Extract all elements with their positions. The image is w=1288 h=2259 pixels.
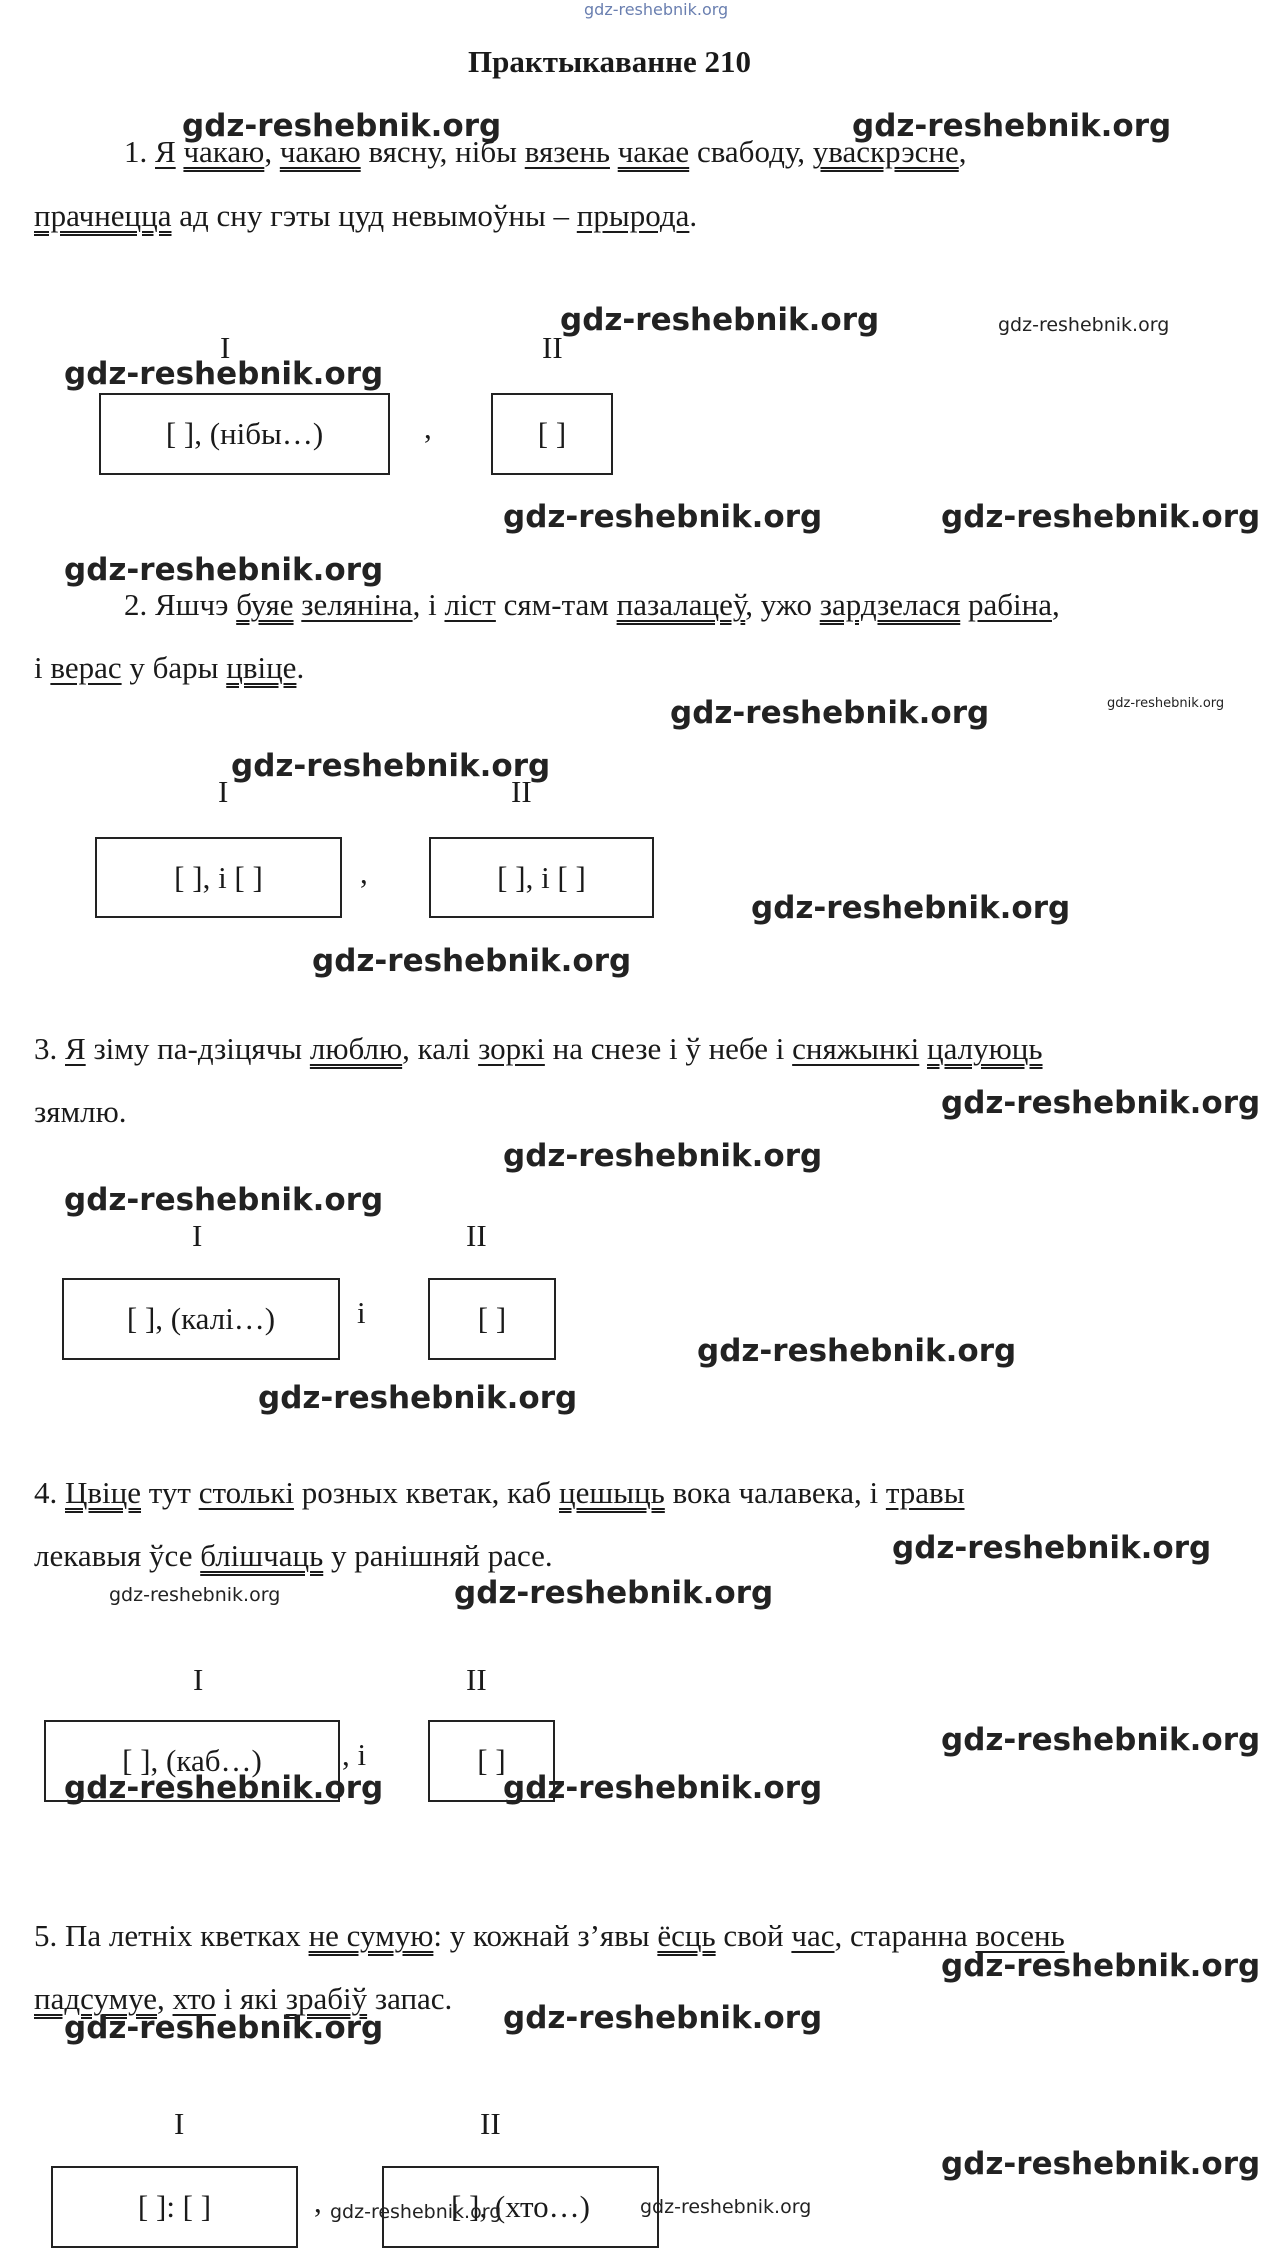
sentence-text — [960, 587, 968, 622]
sentence-text: розных кветак, каб — [293, 1475, 560, 1510]
sentence-text: 4. — [34, 1475, 65, 1510]
predicate-word: чакаю — [279, 134, 361, 169]
subject-word: зеляніна — [301, 587, 413, 622]
subject-word: травы — [885, 1475, 965, 1510]
ex4-line1 — [34, 1475, 965, 1511]
sentence-text — [610, 134, 618, 169]
ex3-label-1: I — [192, 1218, 203, 1253]
sentence-text — [919, 1031, 927, 1066]
watermark: gdz-reshebnik.org — [258, 1380, 578, 1416]
watermark: gdz-reshebnik.org — [503, 499, 823, 535]
watermark: gdz-reshebnik.org — [64, 1770, 384, 1806]
ex2-scheme-box-1: [ ], і [ ] — [95, 837, 342, 918]
predicate-word: чакае — [617, 134, 690, 169]
sentence-text: лекавыя ўсе — [34, 1538, 201, 1573]
watermark: gdz-reshebnik.org — [64, 356, 384, 392]
ex4-scheme-box-1: [ ], (каб…) — [44, 1720, 340, 1802]
subject-word: ліст — [444, 587, 496, 622]
ex2-scheme-box-2: [ ], і [ ] — [429, 837, 654, 918]
page-title: Практыкаванне 210 — [468, 44, 752, 79]
subject-word: хто — [172, 1981, 216, 2016]
watermark: gdz-reshebnik.org — [454, 1575, 774, 1611]
ex4-line2 — [34, 1538, 553, 1574]
ex3-scheme-box-2: [ ] — [428, 1278, 556, 1360]
sentence-text: , і — [412, 587, 445, 622]
subject-word: сняжынкі — [792, 1031, 920, 1066]
watermark: gdz-reshebnik.org — [697, 1333, 1017, 1369]
sentence-text: , калі — [402, 1031, 479, 1066]
subject-word: час — [791, 1918, 835, 1953]
sentence-text: 5. Па летніх кветках — [34, 1918, 309, 1953]
ex5-scheme-box-1: [ ]: [ ] — [51, 2166, 298, 2248]
sentence-text: . — [689, 198, 698, 233]
sentence-text: свой — [715, 1918, 792, 1953]
watermark: gdz-reshebnik.org — [182, 108, 502, 144]
watermark: gdz-reshebnik.org — [64, 1182, 384, 1218]
predicate-word: пазалацеў — [616, 587, 746, 622]
ex5-scheme-separator: , — [314, 2184, 322, 2219]
sentence-text: у бары — [121, 650, 227, 685]
sentence-text: у ранішняй расе. — [323, 1538, 553, 1573]
sentence-text: , ужо — [745, 587, 820, 622]
predicate-word: блішчаць — [200, 1538, 324, 1573]
watermark: gdz-reshebnik.org — [503, 2000, 823, 2036]
watermark: gdz-reshebnik.org — [640, 2196, 812, 2218]
watermark: gdz-reshebnik.org — [892, 1530, 1212, 1566]
sentence-text: і які — [215, 1981, 286, 2016]
watermark: gdz-reshebnik.org — [941, 1085, 1261, 1121]
top-watermark: gdz-reshebnik.org — [584, 0, 729, 19]
watermark: gdz-reshebnik.org — [1107, 696, 1225, 711]
watermark: gdz-reshebnik.org — [941, 1948, 1261, 1984]
watermark: gdz-reshebnik.org — [109, 1584, 281, 1606]
subject-word: Я — [155, 134, 176, 169]
watermark: gdz-reshebnik.org — [503, 1138, 823, 1174]
ex1-label-2: II — [542, 330, 563, 365]
predicate-word: ёсць — [657, 1918, 716, 1953]
watermark: gdz-reshebnik.org — [852, 108, 1172, 144]
sentence-text: . — [296, 650, 305, 685]
ex3-scheme-separator: і — [357, 1295, 366, 1330]
subject-word: Я — [65, 1031, 86, 1066]
ex1-scheme-separator: , — [424, 410, 432, 445]
sentence-text: зіму па-дзіцячы — [85, 1031, 310, 1066]
predicate-word: не сумую — [308, 1918, 434, 1953]
predicate-word: падсумуе — [34, 1981, 158, 2016]
sentence-text: 1. — [124, 134, 155, 169]
sentence-text: зямлю. — [34, 1094, 127, 1129]
watermark: gdz-reshebnik.org — [503, 1770, 823, 1806]
watermark: gdz-reshebnik.org — [231, 748, 551, 784]
sentence-text: свабоду, — [689, 134, 813, 169]
sentence-text: , — [264, 134, 280, 169]
ex4-label-1: I — [193, 1662, 204, 1697]
predicate-word: уваскрэсне — [812, 134, 959, 169]
subject-word: вязень — [524, 134, 610, 169]
sentence-text: 2. Яшчэ — [124, 587, 237, 622]
ex3-line2 — [34, 1094, 127, 1130]
predicate-word: цвіце — [226, 650, 297, 685]
ex3-line1 — [34, 1031, 1043, 1067]
predicate-word: Цвіце — [65, 1475, 141, 1510]
sentence-text: вясну, нібы — [360, 134, 525, 169]
ex5-label-2: II — [480, 2106, 501, 2141]
sentence-text: , старанна — [834, 1918, 976, 1953]
ex5-scheme-box-2: [ ], (хто…) — [382, 2166, 659, 2248]
ex2-line1 — [124, 587, 1060, 623]
ex1-label-1: I — [220, 330, 231, 365]
sentence-text: , — [958, 134, 967, 169]
watermark: gdz-reshebnik.org — [941, 2146, 1261, 2182]
predicate-word: зардзелася — [819, 587, 961, 622]
watermark: gdz-reshebnik.org — [998, 314, 1170, 336]
subject-word: верас — [50, 650, 122, 685]
ex2-line2 — [34, 650, 304, 686]
predicate-word: цалуюць — [927, 1031, 1043, 1066]
predicate-word: буяе — [236, 587, 294, 622]
watermark: gdz-reshebnik.org — [330, 2201, 502, 2223]
watermark: gdz-reshebnik.org — [64, 2010, 384, 2046]
sentence-text: запас. — [367, 1981, 453, 2016]
sentence-text: вока чалавека, і — [664, 1475, 886, 1510]
watermark: gdz-reshebnik.org — [670, 695, 990, 731]
ex3-label-2: II — [466, 1218, 487, 1253]
ex4-scheme-box-2: [ ] — [428, 1720, 555, 1802]
subject-word: столькі — [198, 1475, 294, 1510]
ex4-label-2: II — [466, 1662, 487, 1697]
predicate-word: зрабіў — [285, 1981, 368, 2016]
ex1-scheme-box-2: [ ] — [491, 393, 613, 475]
watermark: gdz-reshebnik.org — [941, 499, 1261, 535]
watermark: gdz-reshebnik.org — [64, 552, 384, 588]
ex2-scheme-separator: , — [360, 855, 368, 890]
predicate-word: прачнецца — [34, 198, 172, 233]
predicate-word: цешыць — [559, 1475, 665, 1510]
sentence-text: , — [157, 1981, 173, 2016]
ex2-label-2: II — [511, 774, 532, 809]
ex3-scheme-box-1: [ ], (калі…) — [62, 1278, 340, 1360]
sentence-text: : у кожнай з’явы — [433, 1918, 658, 1953]
ex4-scheme-separator: , і — [342, 1737, 367, 1772]
ex2-label-1: I — [218, 774, 229, 809]
subject-word: рабіна — [967, 587, 1052, 622]
watermark: gdz-reshebnik.org — [751, 890, 1071, 926]
sentence-text: і — [34, 650, 51, 685]
watermark: gdz-reshebnik.org — [312, 943, 632, 979]
ex1-scheme-box-1: [ ], (нібы…) — [99, 393, 390, 475]
predicate-word: люблю — [309, 1031, 403, 1066]
sentence-text: сям-там — [495, 587, 617, 622]
sentence-text: на снезе і ў небе і — [544, 1031, 793, 1066]
subject-word: прырода — [576, 198, 690, 233]
ex5-line1 — [34, 1918, 1065, 1954]
watermark: gdz-reshebnik.org — [560, 302, 880, 338]
sentence-text: ад сну гэты цуд невымоўны – — [171, 198, 577, 233]
subject-word: восень — [975, 1918, 1065, 1953]
sentence-text: , — [1051, 587, 1060, 622]
predicate-word: чакаю — [183, 134, 265, 169]
sentence-text: 3. — [34, 1031, 65, 1066]
ex5-label-1: I — [174, 2106, 185, 2141]
sentence-text: тут — [141, 1475, 199, 1510]
subject-word: зоркі — [478, 1031, 545, 1066]
watermark: gdz-reshebnik.org — [941, 1722, 1261, 1758]
ex1-line2 — [34, 198, 697, 234]
